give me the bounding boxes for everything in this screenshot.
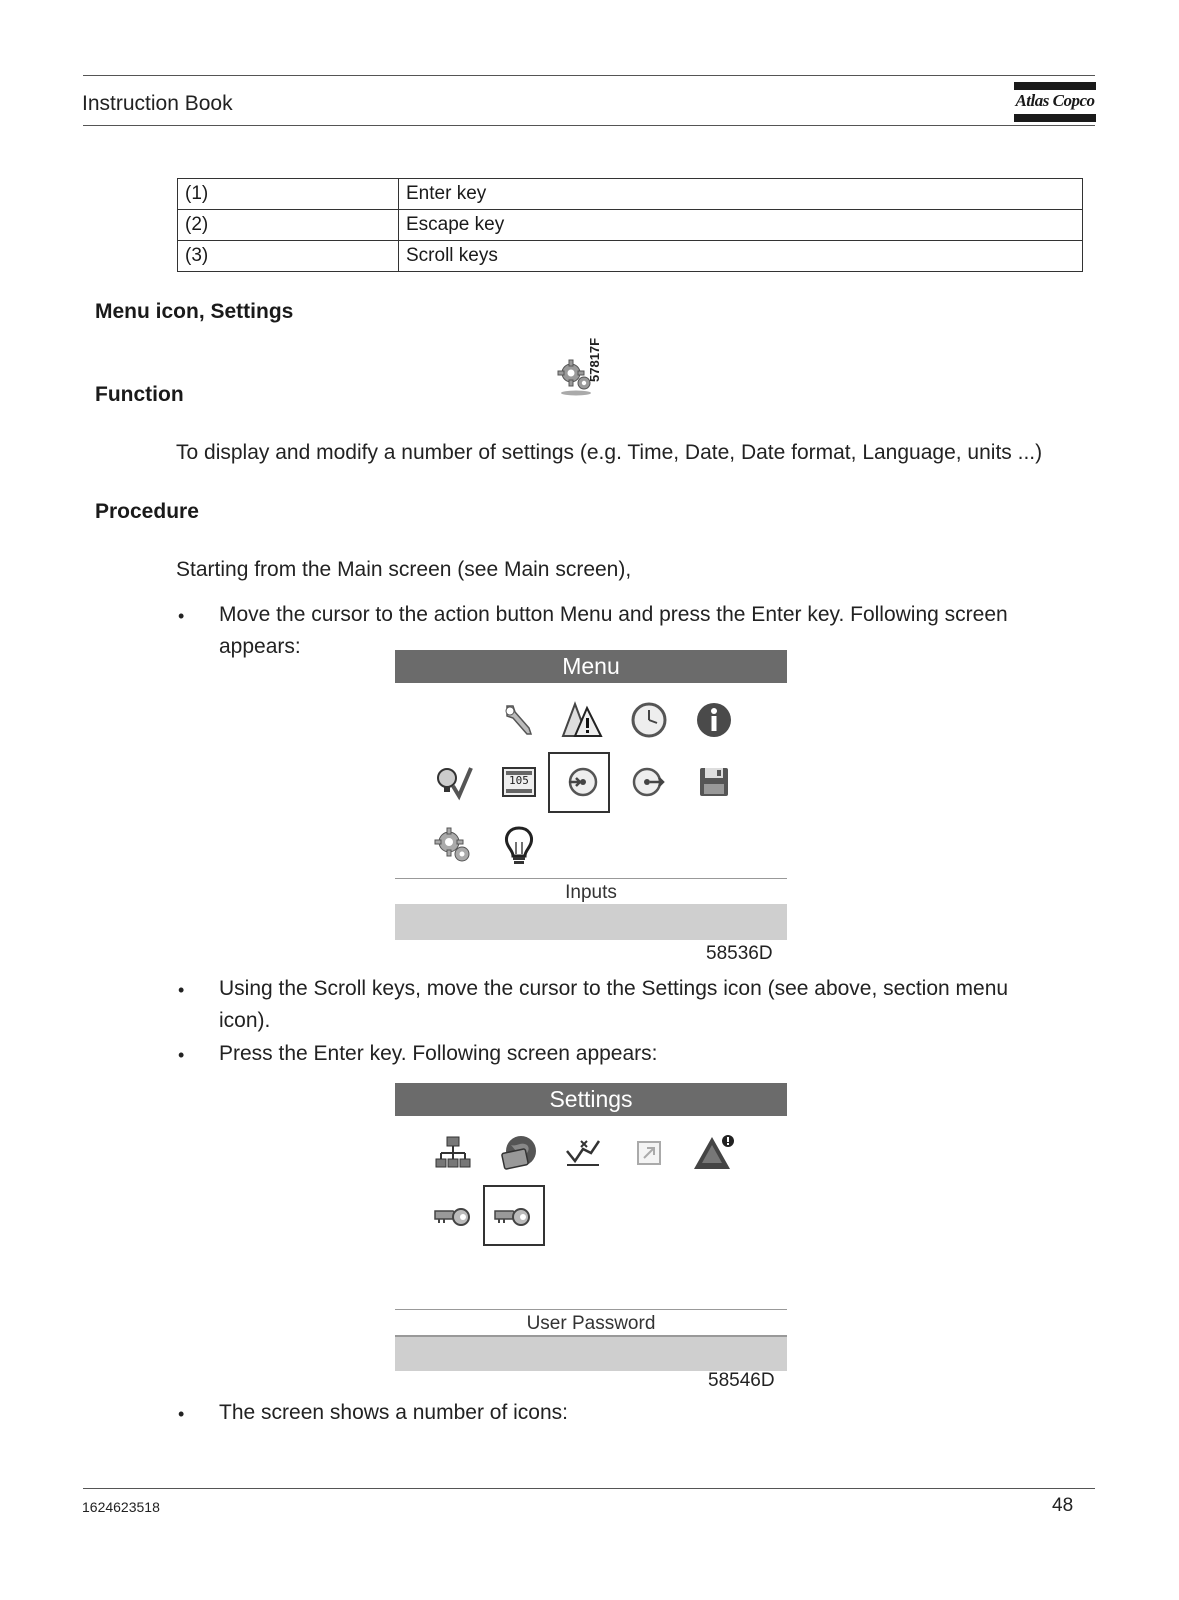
table-row bbox=[178, 179, 1083, 210]
step-1-text: Move the cursor to the action button Menu and press the Enter key. Following screen bbox=[219, 603, 1008, 626]
logo-text: Atlas Copco bbox=[1015, 91, 1095, 110]
menu-figure-code: 58536D bbox=[706, 943, 773, 964]
settings-screen-separator bbox=[395, 1309, 787, 1310]
section-heading: Menu icon, Settings bbox=[95, 300, 294, 323]
info-icon[interactable] bbox=[692, 698, 736, 742]
bullet: • bbox=[178, 1404, 185, 1424]
table-row bbox=[178, 241, 1083, 272]
user-password-key-icon[interactable] bbox=[491, 1193, 535, 1237]
settings-figure-code: 58546D bbox=[708, 1370, 775, 1391]
page-number: 48 bbox=[1052, 1495, 1074, 1516]
function-text: To display and modify a number of settings (e.g. Time, Date, Date format, Language, units ...) bbox=[176, 441, 1043, 464]
menu-screen-separator bbox=[395, 878, 787, 879]
settings-screen-title: Settings bbox=[395, 1083, 787, 1116]
step-2-text: Using the Scroll keys, move the cursor to the Settings icon (see above, section menu bbox=[219, 977, 1009, 1000]
key-number: (1) bbox=[178, 179, 399, 210]
inputs-icon[interactable] bbox=[561, 760, 605, 804]
footer-rule bbox=[83, 1488, 1095, 1489]
logo-top-bar bbox=[1014, 82, 1096, 90]
menu-status-bar bbox=[395, 904, 787, 940]
wrench-icon[interactable] bbox=[497, 698, 541, 742]
key-description: Enter key bbox=[399, 179, 1083, 210]
settings-screen bbox=[395, 1083, 787, 1371]
header-bottom-rule bbox=[83, 125, 1095, 126]
atlas-copco-logo bbox=[1014, 82, 1096, 124]
settings-selected-label: User Password bbox=[526, 1313, 656, 1334]
key-number: (2) bbox=[178, 210, 399, 241]
alert-mountain-icon[interactable] bbox=[692, 1131, 736, 1175]
bullet: • bbox=[178, 606, 185, 626]
bullet: • bbox=[178, 980, 185, 1000]
menu-screen-title: Menu bbox=[395, 650, 787, 683]
document-number: 1624623518 bbox=[82, 1499, 160, 1515]
lightbulb-icon[interactable] bbox=[497, 824, 541, 868]
procedure-heading: Procedure bbox=[95, 500, 199, 523]
counter-icon[interactable] bbox=[497, 760, 541, 804]
key-description: Escape key bbox=[399, 210, 1083, 241]
keys-table bbox=[177, 178, 1083, 272]
table-row bbox=[178, 210, 1083, 241]
step-2-text-cont: icon). bbox=[219, 1009, 271, 1032]
icon-code: 57817F bbox=[587, 337, 602, 382]
settings-status-bar bbox=[395, 1337, 787, 1371]
menu-selected-label: Inputs bbox=[565, 882, 617, 903]
network-icon[interactable] bbox=[431, 1131, 475, 1175]
settings-gear-icon[interactable] bbox=[431, 824, 475, 868]
bullet: • bbox=[178, 1045, 185, 1065]
key-number: (3) bbox=[178, 241, 399, 272]
clock-icon[interactable] bbox=[627, 698, 671, 742]
counter-value: 105 bbox=[509, 774, 529, 787]
outputs-icon[interactable] bbox=[627, 760, 671, 804]
checklist-icon[interactable] bbox=[431, 760, 475, 804]
procedure-intro: Starting from the Main screen (see Main screen), bbox=[176, 558, 632, 581]
step-3-text: Press the Enter key. Following screen appears: bbox=[219, 1042, 658, 1065]
key-icon[interactable] bbox=[431, 1193, 475, 1237]
globe-icon[interactable] bbox=[497, 1131, 541, 1175]
step-4-text: The screen shows a number of icons: bbox=[219, 1401, 569, 1424]
menu-screen bbox=[395, 650, 787, 940]
step-1-text-cont: appears: bbox=[219, 635, 301, 658]
external-link-icon[interactable] bbox=[627, 1131, 671, 1175]
warning-icon[interactable] bbox=[561, 698, 605, 742]
logo-bottom-bar bbox=[1014, 114, 1096, 122]
function-heading: Function bbox=[95, 383, 184, 406]
key-description: Scroll keys bbox=[399, 241, 1083, 272]
document-title: Instruction Book bbox=[82, 92, 233, 115]
graph-icon[interactable] bbox=[561, 1131, 605, 1175]
save-icon[interactable] bbox=[692, 760, 736, 804]
header-top-rule bbox=[83, 75, 1095, 76]
